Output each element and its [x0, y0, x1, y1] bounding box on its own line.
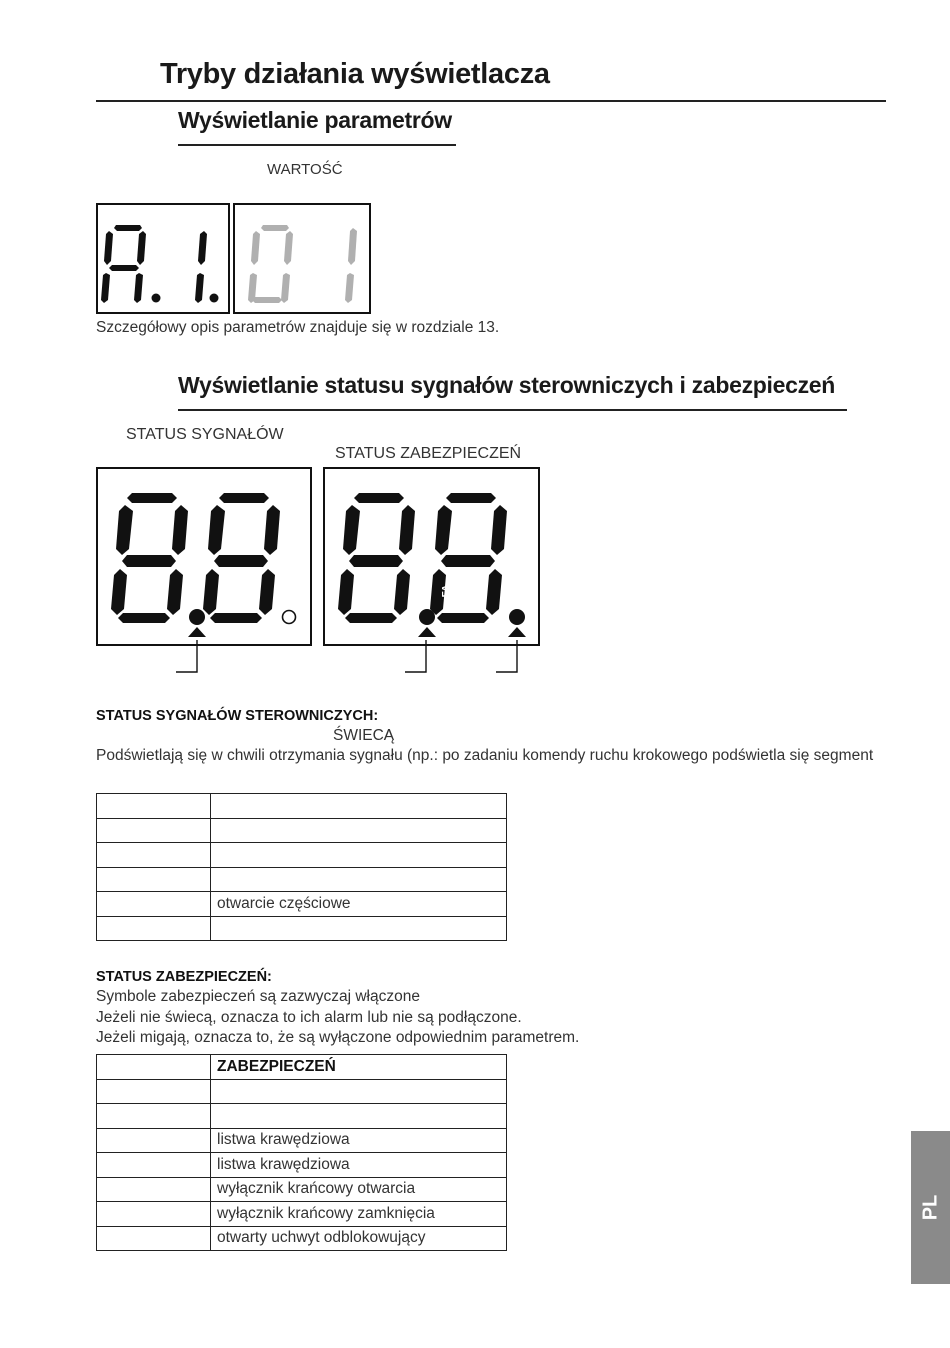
language-tab	[911, 1131, 950, 1284]
safety-line-3: Jeżeli migają, oznacza to, że są wyłączone odpowiednim parametrem.	[96, 1029, 580, 1046]
table-row	[97, 843, 507, 868]
param-code-digits	[96, 203, 230, 314]
safety-line-2: Jeżeli nie świecą, oznacza to ich alarm lub nie są podłączone.	[96, 1009, 522, 1026]
signals-digit-left	[111, 493, 205, 625]
table-cell	[97, 1202, 211, 1227]
table-row	[97, 1104, 507, 1129]
safety-header-cell-2: ZABEZPIECZEŃ	[211, 1055, 507, 1080]
safety-pointer-arrow-fa	[418, 627, 436, 637]
signals-pointer-arrow	[188, 627, 206, 637]
table-row	[97, 1128, 507, 1153]
table-cell	[97, 1079, 211, 1104]
segment-digit-1	[195, 231, 219, 303]
table-cell	[97, 794, 211, 819]
safety-digit-left	[338, 493, 435, 625]
signals-digit-right	[203, 493, 296, 624]
lit-label: ŚWIECĄ	[333, 727, 395, 744]
signals-status-label: STATUS SYGNAŁÓW	[126, 426, 284, 443]
section-rule-parameters	[178, 144, 456, 146]
table-row	[97, 1202, 507, 1227]
table-row	[97, 892, 507, 917]
fa-label: FA	[441, 584, 452, 598]
signals-segments	[96, 467, 312, 646]
leader-lines	[0, 640, 950, 680]
segment-digit-0	[248, 225, 293, 303]
table-row	[97, 794, 507, 819]
table-cell	[97, 1177, 211, 1202]
param-value-digits	[233, 203, 371, 314]
title-rule	[96, 100, 886, 102]
segment-digit-1-grey	[345, 228, 357, 303]
page-title: Tryby działania wyświetlacza	[160, 58, 550, 90]
section-rule-status	[178, 409, 847, 411]
table-cell	[211, 794, 507, 819]
table-cell	[211, 818, 507, 843]
language-tab-label: PL	[919, 1194, 941, 1221]
safety-header-cell-1	[97, 1055, 211, 1080]
table-cell: listwa krawędziowa	[211, 1153, 507, 1178]
table-cell	[211, 867, 507, 892]
param-value-display	[233, 203, 371, 314]
table-row	[97, 1177, 507, 1202]
table-row	[97, 1079, 507, 1104]
table-cell	[97, 1128, 211, 1153]
table-cell: otwarcie częściowe	[211, 892, 507, 917]
table-cell	[211, 916, 507, 941]
value-label: WARTOŚĆ	[267, 161, 343, 178]
table-cell	[97, 1104, 211, 1129]
safety-digit-right	[430, 493, 525, 625]
signals-status-display	[96, 467, 312, 646]
table-cell: wyłącznik krańcowy otwarcia	[211, 1177, 507, 1202]
safety-segments	[323, 467, 540, 646]
signals-heading: STATUS SYGNAŁÓW STEROWNICZYCH:	[96, 708, 379, 724]
safety-line-1: Symbole zabezpieczeń są zazwyczaj włączone	[96, 988, 420, 1005]
table-cell: listwa krawędziowa	[211, 1128, 507, 1153]
table-cell: otwarty uchwyt odblokowujący	[211, 1226, 507, 1251]
safety-pointer-arrow-fc	[508, 627, 526, 637]
table-cell	[97, 1226, 211, 1251]
safety-table	[96, 1054, 507, 1251]
table-cell	[97, 867, 211, 892]
table-cell	[211, 843, 507, 868]
signals-table	[96, 793, 507, 941]
table-row	[97, 818, 507, 843]
fc-label: FC	[501, 584, 512, 598]
table-cell	[97, 843, 211, 868]
table-row	[97, 867, 507, 892]
section-heading-parameters: Wyświetlanie parametrów	[178, 107, 452, 133]
table-cell	[211, 1079, 507, 1104]
segment-digit-a	[101, 225, 161, 303]
section-heading-status: Wyświetlanie statusu sygnałów sterowniczych i zabezpieczeń	[178, 372, 836, 398]
signals-description: Podświetlają się w chwili otrzymania sygnału (np.: po zadaniu komendy ruchu krokowego podświetla się segment	[96, 747, 874, 764]
safety-table-header	[97, 1055, 507, 1080]
table-cell	[97, 1153, 211, 1178]
param-code-display	[96, 203, 230, 314]
safety-status-display	[323, 467, 540, 646]
table-cell	[211, 1104, 507, 1129]
safety-heading: STATUS ZABEZPIECZEŃ:	[96, 969, 272, 985]
table-cell	[97, 892, 211, 917]
table-row	[97, 1153, 507, 1178]
table-cell	[97, 916, 211, 941]
parameters-note: Szczegółowy opis parametrów znajduje się w rozdziale 13.	[96, 319, 500, 336]
table-cell: wyłącznik krańcowy zamknięcia	[211, 1202, 507, 1227]
table-cell	[97, 818, 211, 843]
safety-status-label: STATUS ZABEZPIECZEŃ	[335, 445, 522, 462]
table-row	[97, 916, 507, 941]
table-row	[97, 1226, 507, 1251]
